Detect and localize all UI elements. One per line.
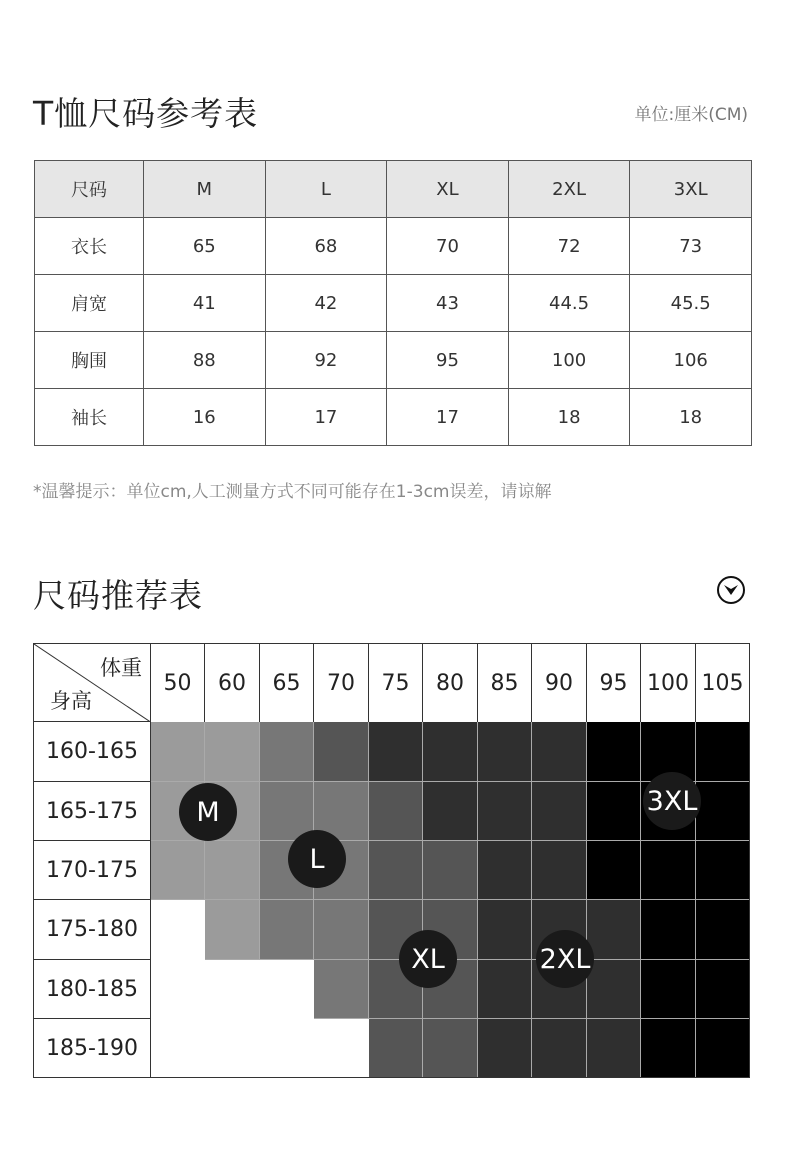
grid-cell [696,722,750,782]
size-badge-m: M [179,783,237,841]
weight-header: 85 [478,643,532,722]
grid-cell [478,722,532,782]
grid-cell [532,782,587,841]
grid-cell [478,960,532,1019]
grid-cell [260,960,314,1019]
table-cell: 100 [508,332,630,389]
header-cell: 2XL [508,161,630,218]
grid-cell [532,722,587,782]
grid-cell [314,960,369,1019]
weight-header: 65 [260,643,314,722]
table-cell: 106 [630,332,752,389]
grid-cell [696,960,750,1019]
table-cell: 95 [387,332,509,389]
size-badge-2xl: 2XL [536,930,594,988]
height-header: 160-165 [33,722,151,782]
row-label: 胸围 [35,332,144,389]
grid-cell [205,960,260,1019]
grid-cell [260,900,314,960]
weight-header: 105 [696,643,750,722]
table-cell: 17 [265,389,387,446]
table-row [35,389,752,446]
size-badge-l: L [288,830,346,888]
grid-cell [260,1019,314,1078]
table-cell: 43 [387,275,509,332]
weight-header: 60 [205,643,260,722]
grid-cell [696,900,750,960]
table-header-row [35,161,752,218]
weight-header: 80 [423,643,478,722]
row-label: 衣长 [35,218,144,275]
grid-cell [369,841,423,900]
grid-cell [151,960,205,1019]
header-cell: L [265,161,387,218]
table-cell: 70 [387,218,509,275]
corner-cell [33,643,151,722]
grid-cell [205,722,260,782]
grid-cell [151,841,205,900]
size-badge-3xl: 3XL [643,772,701,830]
table-cell: 41 [144,275,266,332]
weight-header: 95 [587,643,641,722]
unit-label: 单位:厘米(CM) [634,105,748,125]
weight-header: 100 [641,643,696,722]
weight-header: 70 [314,643,369,722]
grid-cell [532,1019,587,1078]
weight-header: 90 [532,643,587,722]
height-header: 180-185 [33,960,151,1019]
grid-cell [696,1019,750,1078]
grid-cell [532,841,587,900]
size-recommend-grid [33,643,750,1078]
table-cell: 88 [144,332,266,389]
grid-cell [641,960,696,1019]
grid-cell [587,782,641,841]
table-cell: 65 [144,218,266,275]
grid-cell [205,900,260,960]
size-table-title: T恤尺码参考表 [33,94,259,133]
weight-header: 75 [369,643,423,722]
grid-cell [205,841,260,900]
grid-cell [314,722,369,782]
table-cell: 72 [508,218,630,275]
grid-cell [423,841,478,900]
table-cell: 45.5 [630,275,752,332]
table-cell: 68 [265,218,387,275]
height-axis-label: 身高 [50,689,92,713]
recommend-table-title: 尺码推荐表 [33,576,203,615]
grid-cell [587,960,641,1019]
table-cell: 17 [387,389,509,446]
grid-cell [587,900,641,960]
row-label: 袖长 [35,389,144,446]
table-cell: 18 [630,389,752,446]
chevron-down-circle-icon [717,576,745,604]
grid-cell [151,1019,205,1078]
row-label: 肩宽 [35,275,144,332]
grid-cell [641,1019,696,1078]
grid-cell [478,900,532,960]
grid-cell [587,841,641,900]
table-cell: 42 [265,275,387,332]
header-cell: M [144,161,266,218]
grid-cell [369,722,423,782]
grid-cell [314,1019,369,1078]
grid-cell [587,1019,641,1078]
grid-cell [587,722,641,782]
grid-cell [205,1019,260,1078]
table-cell: 44.5 [508,275,630,332]
height-header: 185-190 [33,1019,151,1078]
grid-cell [423,722,478,782]
grid-cell [696,782,750,841]
weight-axis-label: 体重 [100,656,142,680]
size-reference-table [34,160,752,446]
grid-cell [478,1019,532,1078]
header-cell: XL [387,161,509,218]
table-cell: 73 [630,218,752,275]
grid-cell [151,900,205,960]
table-cell: 16 [144,389,266,446]
table-row [35,332,752,389]
grid-cell [369,1019,423,1078]
grid-cell [314,900,369,960]
table-cell: 18 [508,389,630,446]
grid-cell [478,782,532,841]
grid-cell [151,722,205,782]
grid-cell [423,1019,478,1078]
measurement-note: *温馨提示：单位cm,人工测量方式不同可能存在1-3cm误差，请谅解 [33,482,552,502]
grid-cell [369,782,423,841]
table-cell: 92 [265,332,387,389]
table-row [35,275,752,332]
height-header: 165-175 [33,782,151,841]
header-cell: 尺码 [35,161,144,218]
size-badge-xl: XL [399,930,457,988]
table-row [35,218,752,275]
weight-header: 50 [151,643,205,722]
height-header: 175-180 [33,900,151,960]
grid-cell [423,782,478,841]
height-header: 170-175 [33,841,151,900]
grid-cell [260,722,314,782]
grid-cell [641,900,696,960]
header-cell: 3XL [630,161,752,218]
grid-cell [696,841,750,900]
grid-cell [478,841,532,900]
grid-cell [641,841,696,900]
